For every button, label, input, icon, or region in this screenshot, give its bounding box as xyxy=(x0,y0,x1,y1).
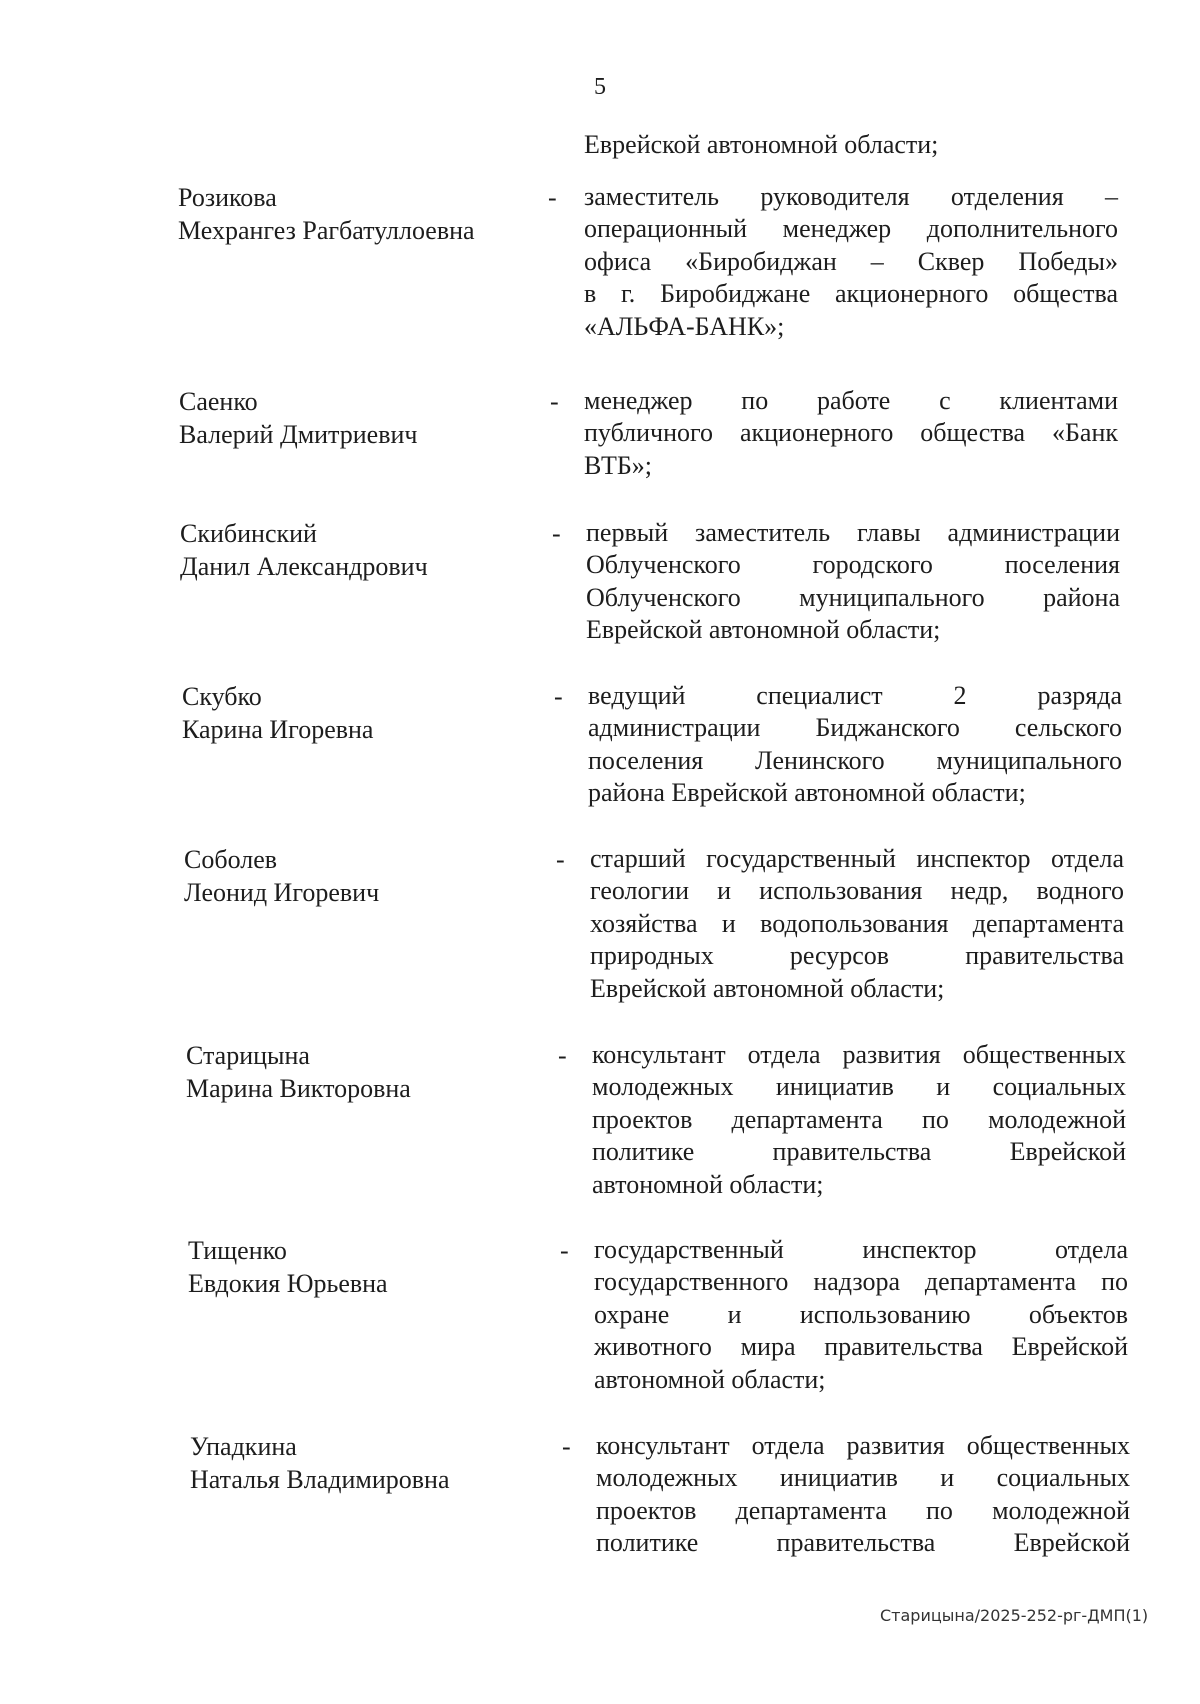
description-line: политике правительства Еврейской xyxy=(592,1137,1126,1167)
surname: Старицына xyxy=(186,1041,310,1070)
description-line: поселения Ленинского муниципального xyxy=(588,745,1122,775)
position-description xyxy=(592,1039,1126,1201)
description-line: Облученского муниципального района xyxy=(586,582,1120,612)
description-line: Облученского городского поселения xyxy=(586,550,1120,580)
given-name: Наталья Владимировна xyxy=(190,1465,450,1494)
description-line: хозяйства и водопользования департамента xyxy=(590,908,1124,938)
person-name xyxy=(186,1039,411,1105)
description-line: офиса «Биробиджан – Сквер Победы» xyxy=(584,246,1118,276)
person-name xyxy=(178,181,475,247)
dash: - xyxy=(560,1236,569,1265)
description-line: автономной области; xyxy=(592,1169,824,1199)
document-footer-code: Старицына/2025-252-рг-ДМП(1) xyxy=(880,1606,1149,1625)
dash: - xyxy=(548,183,557,212)
description-line: молодежных инициатив и социальных xyxy=(592,1072,1126,1102)
description-line: ВТБ»; xyxy=(584,450,653,480)
position-description xyxy=(586,517,1120,647)
description-line: государственный инспектор отдела xyxy=(594,1235,1128,1264)
description-line: первый заместитель главы администрации xyxy=(586,518,1120,547)
description-line: животного мира правительства Еврейской xyxy=(594,1332,1128,1362)
dash: - xyxy=(562,1432,571,1461)
description-line: Еврейской автономной области; xyxy=(586,615,941,645)
description-line: охране и использованию объектов xyxy=(594,1299,1128,1329)
given-name: Мехрангез Рагбатуллоевна xyxy=(178,216,475,245)
position-description xyxy=(594,1234,1128,1396)
given-name: Марина Викторовна xyxy=(186,1074,411,1103)
position-description xyxy=(588,680,1122,810)
description-line: менеджер по работе с клиентами xyxy=(584,386,1118,415)
given-name: Данил Александрович xyxy=(180,552,428,581)
person-name xyxy=(190,1430,449,1496)
person-name xyxy=(184,843,379,909)
description-line: консультант отдела развития общественных xyxy=(596,1431,1130,1460)
person-name xyxy=(182,680,373,746)
surname: Соболев xyxy=(184,845,278,874)
description-line: «АЛЬФА-БАНК»; xyxy=(584,311,785,341)
description-line: проектов департамента по молодежной xyxy=(592,1104,1126,1134)
description-line: консультант отдела развития общественных xyxy=(592,1040,1126,1069)
description-line: молодежных инициатив и социальных xyxy=(596,1463,1130,1493)
surname: Тищенко xyxy=(188,1236,287,1265)
dash: - xyxy=(552,519,561,548)
dash: - xyxy=(558,1041,567,1070)
description-line: района Еврейской автономной области; xyxy=(588,778,1026,808)
surname: Скубко xyxy=(182,682,262,711)
position-description xyxy=(590,843,1124,1005)
surname: Саенко xyxy=(179,387,258,416)
dash: - xyxy=(554,682,563,711)
surname: Розикова xyxy=(178,183,277,212)
dash: - xyxy=(550,387,559,416)
description-line: проектов департамента по молодежной xyxy=(596,1495,1130,1525)
description-line: в г. Биробиджане акционерного общества xyxy=(584,279,1118,309)
surname: Упадкина xyxy=(190,1432,297,1461)
description-line: публичного акционерного общества «Банк xyxy=(584,418,1118,448)
description-line: администрации Биджанского сельского xyxy=(588,713,1122,743)
position-description xyxy=(584,181,1118,343)
description-line: Еврейской автономной области; xyxy=(590,973,945,1003)
given-name: Леонид Игоревич xyxy=(184,878,380,907)
given-name: Карина Игоревна xyxy=(182,715,374,744)
description-line: природных ресурсов правительства xyxy=(590,941,1124,971)
description-line: старший государственный инспектор отдела xyxy=(590,844,1124,873)
person-name xyxy=(180,517,428,583)
description-line: операционный менеджер дополнительного xyxy=(584,214,1118,244)
person-name xyxy=(179,385,417,451)
position-description xyxy=(596,1430,1130,1560)
position-description xyxy=(584,385,1118,482)
description-line: заместитель руководителя отделения – xyxy=(584,182,1118,211)
given-name: Валерий Дмитриевич xyxy=(179,420,418,449)
description-line: автономной области; xyxy=(594,1364,826,1394)
description-line: геологии и использования недр, водного xyxy=(590,876,1124,906)
dash: - xyxy=(556,845,565,874)
continued-line: Еврейской автономной области; xyxy=(584,130,939,159)
page-number: 5 xyxy=(594,74,606,100)
given-name: Евдокия Юрьевна xyxy=(188,1269,388,1298)
surname: Скибинский xyxy=(180,519,317,548)
person-name xyxy=(188,1234,388,1300)
description-line: ведущий специалист 2 разряда xyxy=(588,681,1122,710)
description-line: политике правительства Еврейской xyxy=(596,1528,1130,1558)
description-line: государственного надзора департамента по xyxy=(594,1267,1128,1297)
